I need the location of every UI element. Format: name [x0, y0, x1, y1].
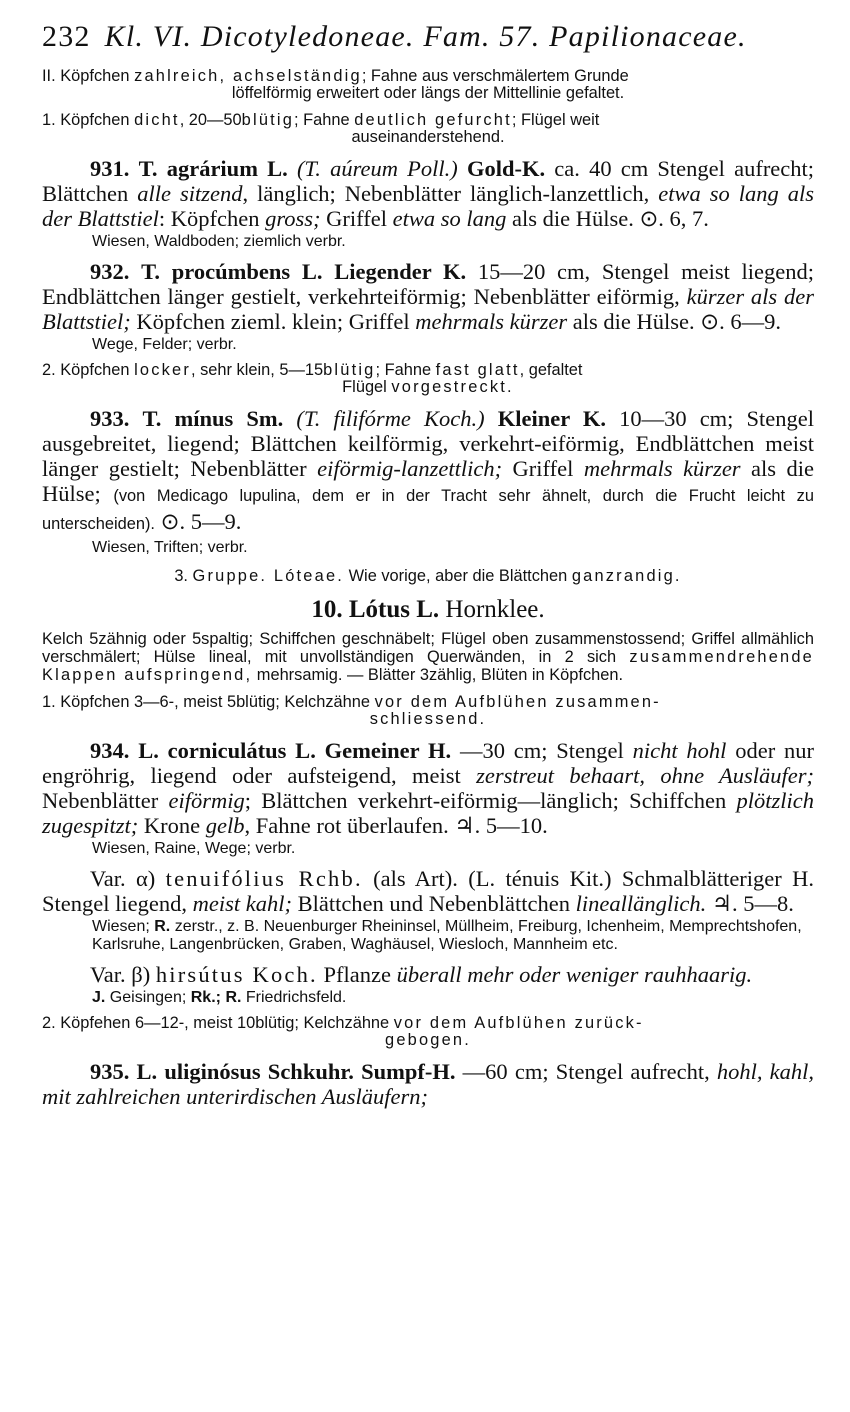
description-italic: etwa so lang	[392, 206, 507, 231]
description-italic: nicht hohl	[632, 738, 727, 763]
description-italic: etwa so lang als der Blattstiel	[42, 181, 815, 231]
species-synonym: (T. filifórme Koch.)	[296, 406, 485, 431]
genus-description-text: mehrsamig. — Blätter 3zählig, Blüten in Köpfchen.	[256, 666, 624, 684]
variety-label: Var. β)	[90, 962, 151, 987]
running-head	[42, 20, 814, 54]
key-text: ; Fahne aus verschmälertem Grunde	[361, 67, 629, 85]
species-name: T. agrárium L.	[138, 156, 288, 181]
genus-vernacular: Hornklee.	[445, 596, 545, 623]
variety-label: Var. α)	[90, 866, 156, 891]
description-text: Pflanze	[323, 962, 391, 987]
description-italic: meist kahl;	[192, 891, 292, 916]
vernacular-name: Gold-K.	[466, 156, 546, 181]
page-title: Kl. VI. Dicotyledoneae. Fam. 57. Papilionaceae.	[104, 20, 747, 53]
variety-beta	[42, 962, 814, 987]
description-italic: mehrmals kürzer	[415, 309, 568, 334]
key-text-continued: löffelförmig erweitert oder längs der Mittellinie gefaltet.	[231, 84, 625, 102]
key-text-spaced: blütig	[323, 361, 376, 379]
description-text: , Fahne rot überlaufen. ♃. 5—10.	[244, 813, 548, 838]
description-text: 15—20 cm, Stengel meist liegend; Endblättchen länger gestielt, verkehrteiförmig; Nebenblätter eiförmig,	[42, 259, 815, 309]
description-italic: überall mehr oder weniger rauhhaarig.	[396, 962, 753, 987]
species-number: 935.	[90, 1059, 130, 1084]
key-text-spaced: vor dem Aufblühen zurück-	[393, 1014, 644, 1032]
region-abbrev: Rk.;	[190, 989, 221, 1006]
group-number: 3.	[174, 567, 188, 585]
species-number: 932.	[90, 259, 130, 284]
description-text: (als Art). (L. ténuis Kit.) Schmalblätteriger H. Stengel liegend,	[42, 866, 815, 916]
species-synonym: (T. aúreum Poll.)	[296, 156, 458, 181]
genus-name: Lótus L.	[348, 596, 440, 623]
variety-alpha	[42, 866, 814, 916]
description-italic: eiförmig	[168, 788, 245, 813]
species-number: 933.	[90, 406, 130, 431]
description-text: Griffel	[512, 456, 574, 481]
description-italic: gelb	[205, 813, 245, 838]
habitat-text: Friedrichsfeld.	[245, 989, 347, 1006]
key-text: Köpfchen 3—6-, meist 5blütig; Kelchzähne	[60, 693, 371, 711]
habitat-text: Geisingen;	[109, 989, 187, 1006]
species-934	[42, 738, 814, 838]
variety-name: tenuifólius Rchb.	[165, 866, 363, 891]
key-label: 2.	[42, 1014, 56, 1032]
key-text: weit	[570, 111, 600, 129]
key-label: 2.	[42, 361, 56, 379]
description-text: Griffel	[326, 206, 387, 231]
group-text-spaced: ganzrandig.	[571, 567, 682, 585]
species-933	[42, 406, 814, 537]
habitat-text: Wiesen;	[92, 918, 150, 935]
genus-description-text: Kelch 5zähnig oder 5spaltig; Schiffchen geschnäbelt; Flügel oben zusammenstossend; Griffel allmählich verschmälert; Hülse lineal, mit unvollständigen Querwänden, in 2 sich	[42, 630, 814, 666]
description-text: 10—30 cm; Stengel ausgebreitet, liegend; Blättchen keilförmig, verkehrt-eiförmig, Endblättchen meist länger gestielt; Nebenblätter	[42, 406, 815, 481]
description-text: Krone	[143, 813, 201, 838]
key-label: 1.	[42, 693, 56, 711]
key-text: Köpfchen	[60, 67, 130, 85]
habitat: Wiesen, Waldboden; ziemlich verbr.	[92, 233, 346, 250]
species-name: L. corniculátus L.	[138, 738, 316, 763]
description-italic: eiförmig-lanzettlich;	[317, 456, 503, 481]
key-lotus-1	[42, 694, 814, 728]
habitat: Wege, Felder; verbr.	[92, 336, 237, 353]
variety-name: hirsútus Koch.	[155, 962, 318, 987]
region-abbrev: R.	[154, 918, 171, 935]
key-II	[42, 68, 814, 102]
description-italic: alle sitzend	[137, 181, 243, 206]
vernacular-name: Kleiner K.	[497, 406, 607, 431]
key-text: , 20—50	[179, 111, 242, 129]
region-abbrev: J.	[92, 989, 106, 1006]
description-text: —30 cm; Stengel	[459, 738, 624, 763]
description-text: als die Hülse. ⊙. 6, 7.	[511, 206, 709, 231]
key-text-spaced: deutlich gefurcht	[354, 111, 512, 129]
description-text: , länglich; Nebenblätter länglich-lanzettlich,	[242, 181, 650, 206]
genus-description-spaced: zusammendrehende Klappen aufspringend,	[42, 648, 814, 684]
description-text: Blättchen und Nebenblättchen	[297, 891, 570, 916]
key-text-continued: auseinanderstehend.	[351, 128, 505, 146]
species-name: T. procúmbens L.	[141, 259, 323, 284]
description-italic: gross;	[265, 206, 321, 231]
vernacular-name: Sumpf-H.	[361, 1059, 456, 1084]
key-text: Köpfchen	[60, 361, 130, 379]
key-1	[42, 112, 814, 146]
species-931	[42, 156, 814, 231]
group-heading	[42, 567, 814, 586]
habitat	[92, 989, 814, 1007]
species-name: T. mínus Sm.	[142, 406, 284, 431]
description-italic: mehrmals kürzer	[583, 456, 741, 481]
group-text: Wie vorige, aber die Blättchen	[348, 567, 568, 585]
key-text: Flügel	[342, 378, 387, 396]
habitat	[92, 918, 814, 954]
species-935	[42, 1059, 814, 1109]
description-text: als die Hülse;	[42, 456, 815, 506]
key-text: Köpfehen 6—12-, meist 10blütig; Kelchzähne	[60, 1014, 390, 1032]
habitat-text: zerstr., z. B. Neuenburger Rheininsel, Müllheim, Freiburg, Ichenheim, Memprechtshofen, Karlsruhe, Langenbrücken, Graben, Waghäusel, Wiesloch, Mannheim etc.	[92, 918, 802, 953]
key-label: II.	[42, 67, 56, 85]
key-text: Köpfchen	[60, 111, 130, 129]
key-label: 1.	[42, 111, 56, 129]
key-text-continued: schliessend.	[369, 710, 487, 728]
key-text-spaced: blütig	[241, 111, 295, 129]
description-italic: hohl, kahl,	[716, 1059, 815, 1084]
description-italic: kürzer als der Blattstiel;	[42, 284, 815, 334]
habitat: Wiesen, Raine, Wege; verbr.	[92, 840, 296, 857]
key-text: , sehr klein, 5—15	[190, 361, 324, 379]
key-text-spaced: locker	[134, 361, 191, 379]
description-text: ca. 40 cm Stengel aufrecht; Blättchen	[42, 156, 815, 206]
description-italic: plötzlich zugespitzt;	[42, 788, 815, 838]
habitat: Wiesen, Triften; verbr.	[92, 539, 248, 556]
key-text-spaced: vor dem Aufblühen zusammen-	[374, 693, 661, 711]
key-text-continued: gebogen.	[385, 1031, 471, 1049]
genus-number: 10.	[311, 596, 343, 623]
vernacular-name: Liegender K.	[334, 259, 467, 284]
key-text-spaced: zahlreich, achselständig	[134, 67, 362, 85]
page-number: 232	[42, 20, 91, 53]
description-text: Nebenblätter	[42, 788, 159, 813]
key-2	[42, 362, 814, 396]
key-text-spaced: fast glatt	[435, 361, 520, 379]
group-name: Gruppe. Lóteae.	[192, 567, 345, 585]
description-note: (von Medicago lupulina, dem er in der Tracht sehr ähnelt, durch die Frucht leicht zu unterscheiden).	[42, 487, 814, 533]
description-italic: zerstreut behaart, ohne Ausläufer;	[476, 763, 814, 788]
species-932	[42, 259, 814, 334]
description-text: : Köpfchen	[158, 206, 260, 231]
key-text: ; Flügel	[511, 111, 566, 129]
description-italic: lineallänglich.	[575, 891, 707, 916]
description-text: als die Hülse. ⊙. 6—9.	[572, 309, 781, 334]
genus-heading	[42, 596, 814, 624]
species-name: L. uliginósus Schkuhr.	[136, 1059, 354, 1084]
description-text: ⊙. 5—9.	[160, 509, 242, 534]
description-text: —60 cm; Stengel aufrecht,	[462, 1059, 710, 1084]
description-text: oder nur engröhrig, liegend oder aufsteigend, meist	[42, 738, 814, 788]
species-number: 934.	[90, 738, 130, 763]
key-text-spaced: vorgestreckt.	[391, 378, 514, 396]
key-text-continued	[42, 379, 814, 396]
species-number: 931.	[90, 156, 130, 181]
key-text: ; Fahne	[294, 111, 350, 129]
key-text-spaced: dicht	[134, 111, 180, 129]
key-lotus-2	[42, 1015, 814, 1049]
description-text: Köpfchen zieml. klein; Griffel	[136, 309, 410, 334]
description-text: ♃. 5—8.	[711, 891, 794, 916]
vernacular-name: Gemeiner H.	[324, 738, 452, 763]
region-abbrev: R.	[225, 989, 242, 1006]
key-text: , gefaltet	[519, 361, 583, 379]
genus-description	[42, 630, 814, 684]
description-text: ; Blättchen verkehrt-eiförmig—länglich; Schiffchen	[244, 788, 727, 813]
description-italic: mit zahlreichen unterirdischen Ausläufern;	[42, 1084, 428, 1109]
key-text: ; Fahne	[375, 361, 432, 379]
